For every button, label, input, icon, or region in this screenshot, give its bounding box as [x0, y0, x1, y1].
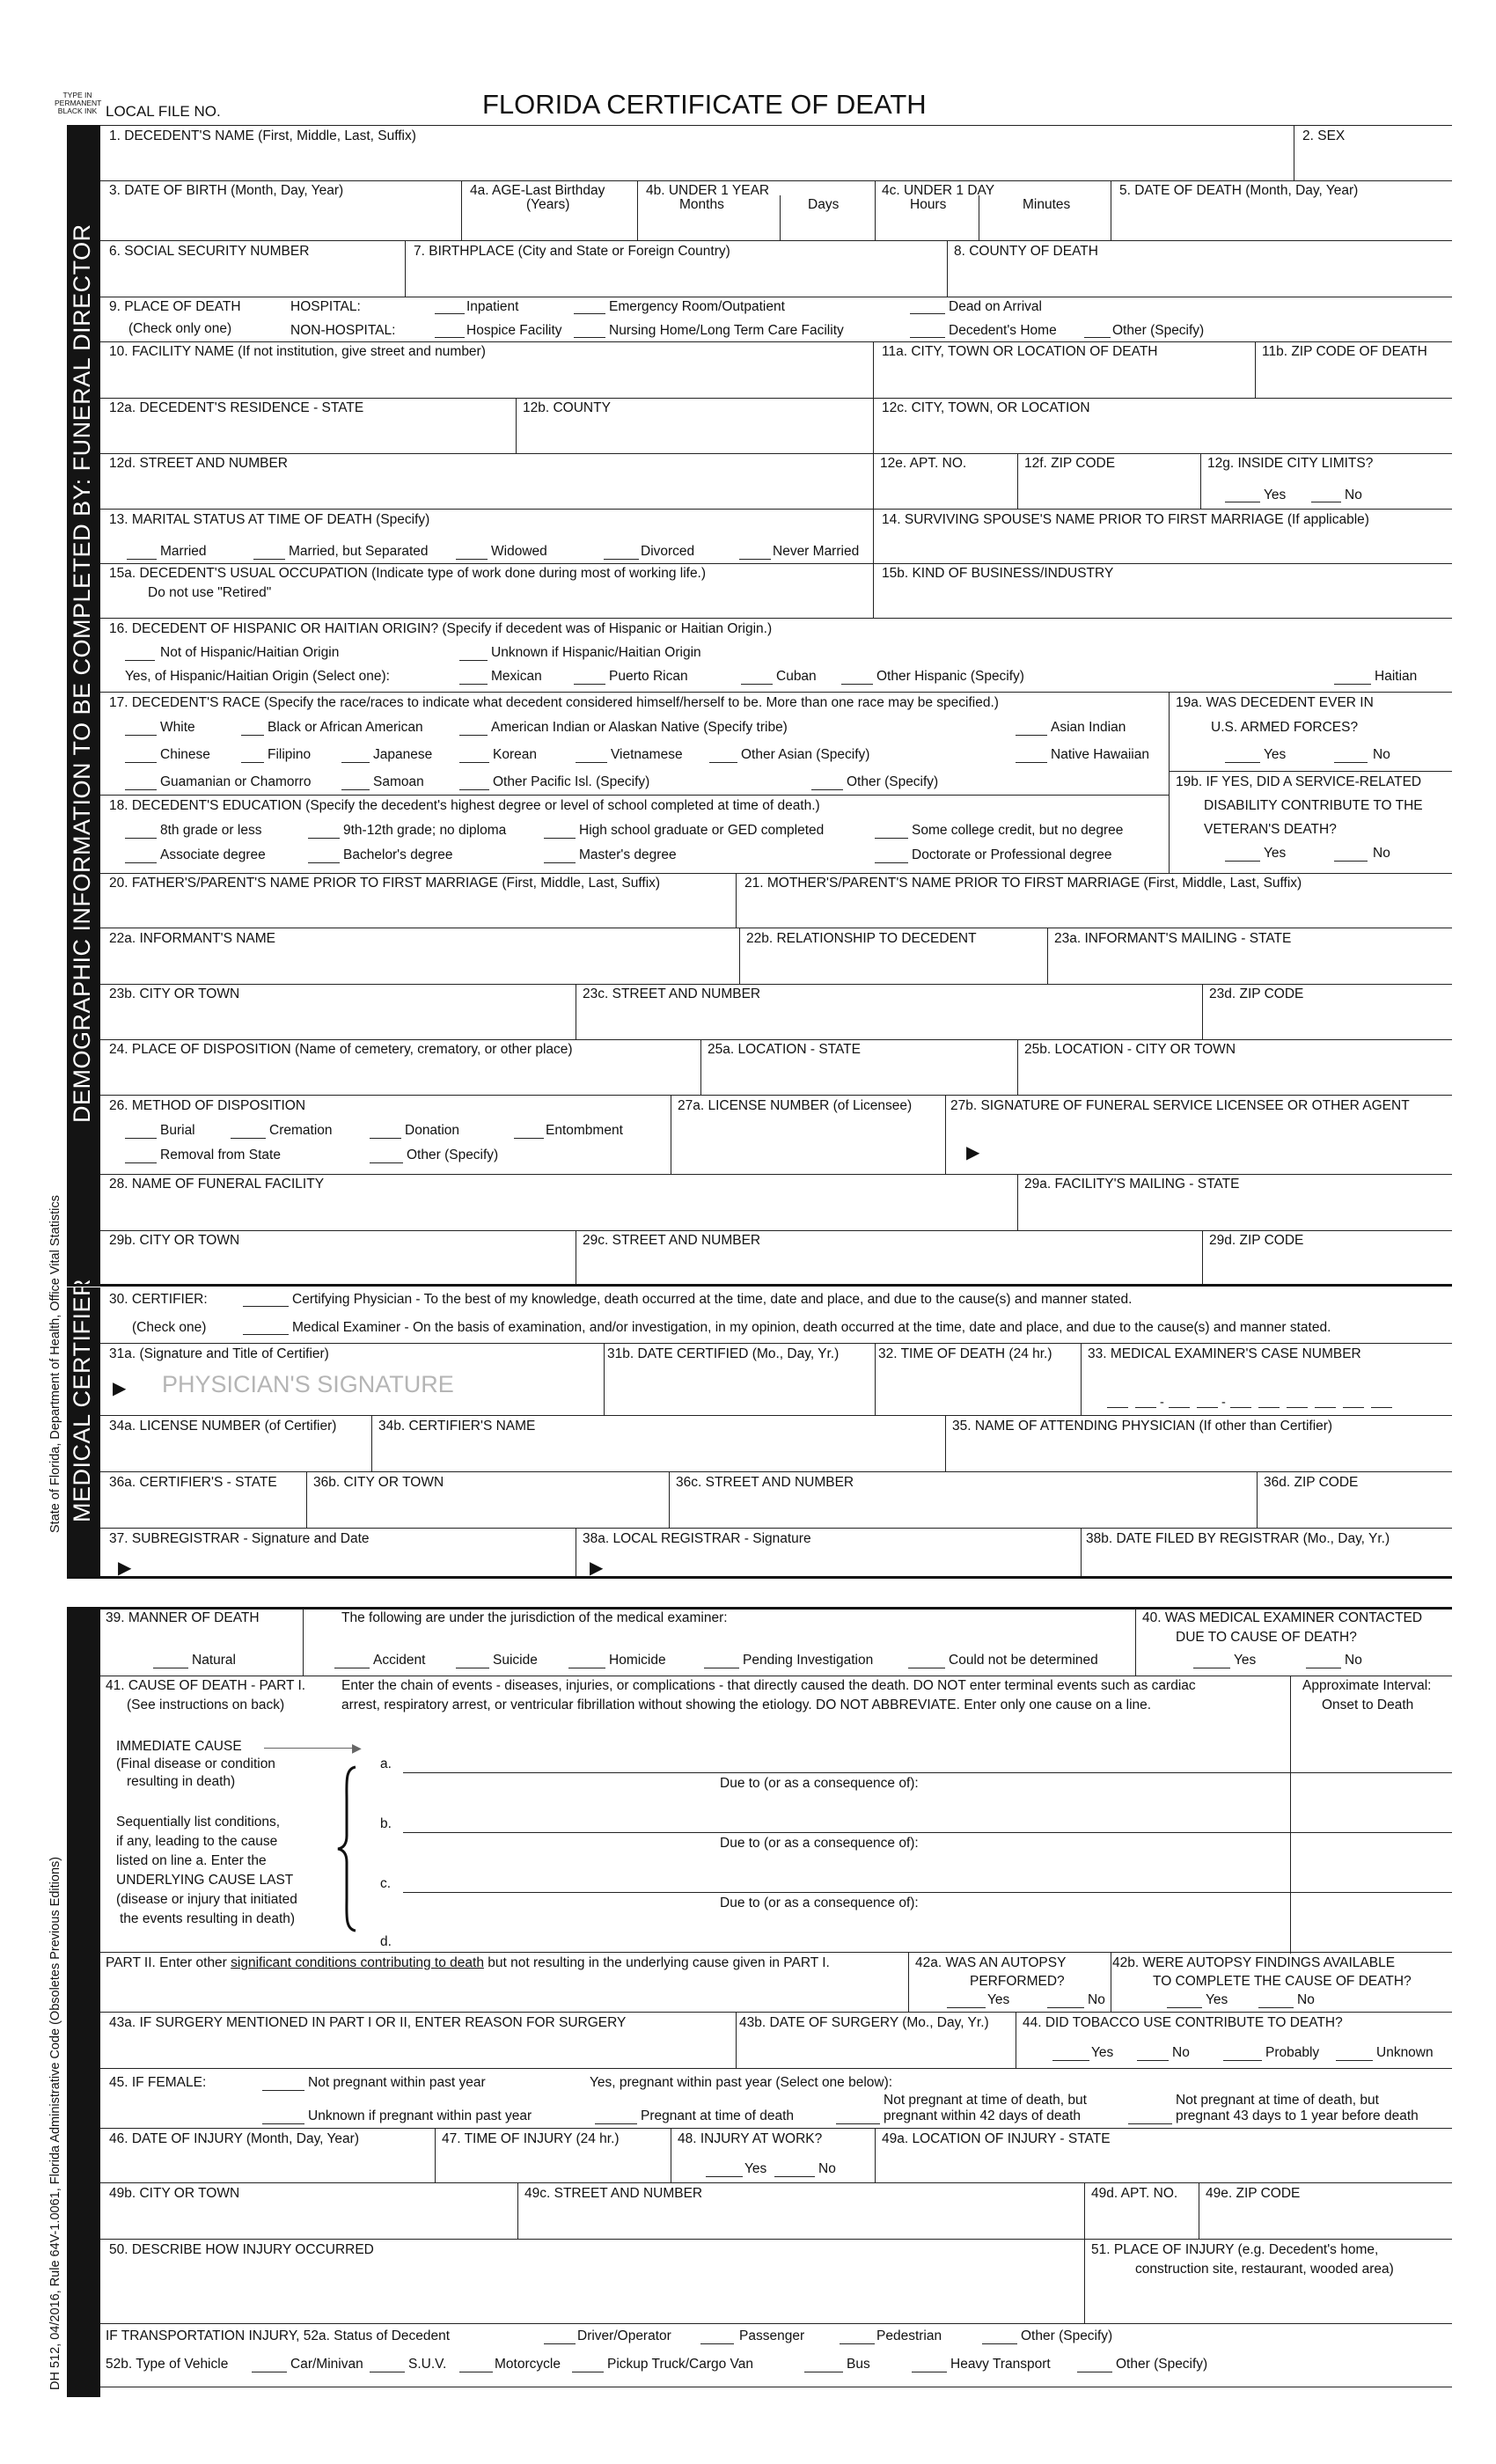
- field-31a-label: 31a. (Signature and Title of Certifier): [109, 1346, 329, 1361]
- field-24-label: 24. PLACE OF DISPOSITION (Name of cemetery, crematory, or other place): [109, 1042, 573, 1057]
- brace-icon: [336, 1765, 359, 1932]
- field-23c-label: 23c. STREET AND NUMBER: [583, 986, 761, 1001]
- field-16-pr: Puerto Rican: [609, 669, 688, 684]
- field-48-label: 48. INJURY AT WORK?: [678, 2131, 823, 2146]
- field-51-label: 51. PLACE OF INJURY (e.g. Decedent's home,: [1091, 2242, 1379, 2257]
- field-29c-label: 29c. STREET AND NUMBER: [583, 1233, 761, 1248]
- field-49a-label: 49a. LOCATION OF INJURY - STATE: [882, 2131, 1111, 2146]
- sequence-label-3: listed on line a. Enter the: [116, 1853, 267, 1868]
- immediate-cause-sub-1: (Final disease or condition: [116, 1756, 275, 1771]
- part-2-label: PART II. Enter other significant conditions contributing to death but not resulting in the underlying cause given in PART I.: [106, 1955, 830, 1970]
- preg-43-2: pregnant 43 days to 1 year before death: [1176, 2108, 1419, 2123]
- line-a-label: a.: [380, 1756, 392, 1771]
- manner-pending: Pending Investigation: [743, 1653, 874, 1668]
- field-41-label: 41. CAUSE OF DEATH - PART I.: [106, 1678, 306, 1693]
- vehicle-moto: Motorcycle: [495, 2357, 561, 2372]
- medical-side-title: MEDICAL CERTIFIER: [69, 1278, 95, 1522]
- field-4a-label: 4a. AGE-Last Birthday: [470, 183, 605, 198]
- field-44-label: 44. DID TOBACCO USE CONTRIBUTE TO DEATH?: [1023, 2015, 1343, 2030]
- field-52a-label: IF TRANSPORTATION INJURY, 52a. Status of Decedent: [106, 2328, 451, 2343]
- demographic-side-title: DEMOGRAPHIC INFORMATION TO BE COMPLETED BY: FUNERAL DIRECTOR: [69, 224, 95, 1123]
- field-4b-days: Days: [808, 197, 840, 212]
- field-36c-label: 36c. STREET AND NUMBER: [676, 1475, 854, 1490]
- field-4c-hours: Hours: [910, 197, 947, 212]
- sequence-label-5: (disease or injury that initiated: [116, 1892, 297, 1907]
- state-note: State of Florida, Department of Health, Office Vital Statistics: [48, 1195, 62, 1533]
- field-9-doa: Dead on Arrival: [949, 299, 1042, 314]
- disp-burial: Burial: [160, 1123, 195, 1138]
- immediate-cause-sub-2: resulting in death): [127, 1774, 236, 1789]
- field-38a-label: 38a. LOCAL REGISTRAR - Signature: [583, 1531, 811, 1546]
- field-47-label: 47. TIME OF INJURY (24 hr.): [442, 2131, 620, 2146]
- field-27a-label: 27a. LICENSE NUMBER (of Licensee): [678, 1098, 913, 1113]
- field-32-label: 32. TIME OF DEATH (24 hr.): [878, 1346, 1052, 1361]
- tobacco-yes: Yes: [1091, 2045, 1114, 2060]
- form-note: DH 512, 04/2016, Rule 64V-1.0061, Florida Administrative Code (Obsoletes Previous Editions): [48, 1856, 62, 2390]
- case-dash: -: [1221, 1396, 1226, 1410]
- field-4b-label: 4b. UNDER 1 YEAR: [646, 183, 770, 198]
- race-guam: Guamanian or Chamorro: [160, 774, 312, 789]
- field-9-hospice: Hospice Facility: [466, 323, 562, 338]
- field-8-label: 8. COUNTY OF DEATH: [954, 244, 1098, 259]
- field-36a-label: 36a. CERTIFIER'S - STATE: [109, 1475, 277, 1490]
- field-41-inst-2: arrest, respiratory arrest, or ventricular fibrillation without showing the etiology. DO NOT ABBREVIATE. Enter only one cause on a line.: [341, 1698, 1152, 1712]
- preg-yes: Yes, pregnant within past year (Select one below):: [590, 2075, 893, 2090]
- physician-signature-placeholder[interactable]: PHYSICIAN'S SIGNATURE: [162, 1371, 454, 1397]
- line-b-label: b.: [380, 1816, 392, 1831]
- preg-43-1: Not pregnant at time of death, but: [1176, 2093, 1379, 2108]
- disp-entombment: Entombment: [546, 1123, 623, 1138]
- field-16-not: Not of Hispanic/Haitian Origin: [160, 645, 340, 660]
- field-40-no: No: [1345, 1653, 1362, 1668]
- field-13-label: 13. MARITAL STATUS AT TIME OF DEATH (Specify): [109, 512, 430, 527]
- field-34b-label: 34b. CERTIFIER'S NAME: [378, 1419, 536, 1434]
- field-28-label: 28. NAME OF FUNERAL FACILITY: [109, 1177, 325, 1192]
- due-to-a: Due to (or as a consequence of):: [720, 1776, 919, 1791]
- field-42b-label: 42b. WERE AUTOPSY FINDINGS AVAILABLE: [1112, 1955, 1396, 1970]
- field-49c-label: 49c. STREET AND NUMBER: [524, 2186, 703, 2201]
- field-12c-label: 12c. CITY, TOWN, OR LOCATION: [882, 400, 1090, 415]
- race-other: Other (Specify): [847, 774, 939, 789]
- manner-undetermined: Could not be determined: [949, 1653, 1098, 1668]
- field-40-label: 40. WAS MEDICAL EXAMINER CONTACTED: [1142, 1610, 1423, 1625]
- field-50-label: 50. DESCRIBE HOW INJURY OCCURRED: [109, 2242, 374, 2257]
- page-title: FLORIDA CERTIFICATE OF DEATH: [482, 89, 927, 120]
- field-49e-label: 49e. ZIP CODE: [1206, 2186, 1301, 2201]
- manner-accident: Accident: [373, 1653, 426, 1668]
- field-30-me: Medical Examiner - On the basis of examination, and/or investigation, in my opinion, death occurred at the time, date and place, and due to the cause(s) and manner stated.: [292, 1320, 1331, 1335]
- field-13-married: Married: [160, 544, 207, 559]
- field-6-label: 6. SOCIAL SECURITY NUMBER: [109, 244, 310, 259]
- field-13-widowed: Widowed: [491, 544, 547, 559]
- field-21-label: 21. MOTHER'S/PARENT'S NAME PRIOR TO FIRST MARRIAGE (First, Middle, Last, Suffix): [744, 876, 1302, 891]
- preg-not: Not pregnant within past year: [308, 2075, 486, 2090]
- status-pedestrian: Pedestrian: [876, 2328, 942, 2343]
- field-12f-label: 12f. ZIP CODE: [1024, 456, 1116, 471]
- field-25a-label: 25a. LOCATION - STATE: [708, 1042, 861, 1057]
- field-12e-label: 12e. APT. NO.: [880, 456, 967, 471]
- local-file-label: LOCAL FILE NO.: [106, 103, 221, 120]
- field-16-unknown: Unknown if Hispanic/Haitian Origin: [491, 645, 701, 660]
- field-43a-label: 43a. IF SURGERY MENTIONED IN PART I OR II, ENTER REASON FOR SURGERY: [109, 2015, 627, 2030]
- preg-42-1: Not pregnant at time of death, but: [884, 2093, 1087, 2108]
- disp-other: Other (Specify): [407, 1148, 499, 1162]
- sequence-label-6: the events resulting in death): [120, 1911, 296, 1926]
- due-to-b: Due to (or as a consequence of):: [720, 1836, 919, 1851]
- field-23b-label: 23b. CITY OR TOWN: [109, 986, 240, 1001]
- field-5-label: 5. DATE OF DEATH (Month, Day, Year): [1119, 183, 1359, 198]
- field-38b-label: 38b. DATE FILED BY REGISTRAR (Mo., Day, Yr.): [1086, 1531, 1390, 1546]
- field-19a-label: 19a. WAS DECEDENT EVER IN: [1176, 695, 1374, 710]
- field-14-label: 14. SURVIVING SPOUSE'S NAME PRIOR TO FIRST MARRIAGE (If applicable): [882, 512, 1369, 527]
- manner-natural: Natural: [192, 1653, 236, 1668]
- field-16-mexican: Mexican: [491, 669, 542, 684]
- field-2-label: 2. SEX: [1302, 128, 1346, 143]
- race-other-asian: Other Asian (Specify): [741, 747, 870, 762]
- field-41-sub: (See instructions on back): [127, 1698, 285, 1712]
- field-3-label: 3. DATE OF BIRTH (Month, Day, Year): [109, 183, 344, 198]
- signature-arrow-icon: ▶: [113, 1379, 127, 1398]
- field-19a-label-2: U.S. ARMED FORCES?: [1211, 720, 1359, 735]
- field-42a-no: No: [1088, 1992, 1105, 2007]
- work-yes: Yes: [744, 2161, 767, 2176]
- field-15a-label: 15a. DECEDENT'S USUAL OCCUPATION (Indicate type of work done during most of working life.): [109, 566, 707, 581]
- field-22a-label: 22a. INFORMANT'S NAME: [109, 931, 275, 946]
- ink-note: TYPE IN PERMANENT BLACK INK: [55, 91, 102, 115]
- tobacco-no: No: [1172, 2045, 1190, 2060]
- race-native: American Indian or Alaskan Native (Specify tribe): [491, 720, 788, 735]
- field-9-check: (Check only one): [128, 321, 232, 336]
- race-korean: Korean: [493, 747, 537, 762]
- race-samoan: Samoan: [373, 774, 424, 789]
- field-19b-label-2: DISABILITY CONTRIBUTE TO THE: [1204, 798, 1423, 813]
- edu-8th: 8th grade or less: [160, 823, 262, 838]
- field-12g-label: 12g. INSIDE CITY LIMITS?: [1207, 456, 1374, 471]
- work-no: No: [818, 2161, 836, 2176]
- field-22b-label: 22b. RELATIONSHIP TO DECEDENT: [746, 931, 977, 946]
- field-9-hospital: HOSPITAL:: [290, 299, 361, 314]
- line-d-label: d.: [380, 1934, 392, 1949]
- cause-side-band: [67, 1609, 100, 2397]
- status-driver: Driver/Operator: [577, 2328, 671, 2343]
- field-33-label: 33. MEDICAL EXAMINER'S CASE NUMBER: [1088, 1346, 1361, 1361]
- field-12b-label: 12b. COUNTY: [523, 400, 611, 415]
- vehicle-car: Car/Minivan: [290, 2357, 363, 2372]
- field-16-haitian: Haitian: [1375, 669, 1418, 684]
- field-9-label: 9. PLACE OF DEATH: [109, 299, 241, 314]
- field-36b-label: 36b. CITY OR TOWN: [313, 1475, 444, 1490]
- field-9-nursing: Nursing Home/Long Term Care Facility: [609, 323, 844, 338]
- arrow-right-icon: ▶: [352, 1741, 362, 1755]
- field-13-never: Never Married: [773, 544, 860, 559]
- field-25b-label: 25b. LOCATION - CITY OR TOWN: [1024, 1042, 1236, 1057]
- edu-assoc: Associate degree: [160, 847, 266, 862]
- field-13-separated: Married, but Separated: [289, 544, 429, 559]
- field-15b-label: 15b. KIND OF BUSINESS/INDUSTRY: [882, 566, 1114, 581]
- edu-9th: 9th-12th grade; no diploma: [343, 823, 507, 838]
- field-42a-label-2: PERFORMED?: [970, 1974, 1065, 1989]
- field-4b-months: Months: [679, 197, 724, 212]
- field-46-label: 46. DATE OF INJURY (Month, Day, Year): [109, 2131, 359, 2146]
- sequence-label-2: if any, leading to the cause: [116, 1834, 278, 1849]
- field-30-phys: Certifying Physician - To the best of my knowledge, death occurred at the time, date and place, and due to the cause(s) and manner stated.: [292, 1292, 1133, 1307]
- vehicle-pickup: Pickup Truck/Cargo Van: [607, 2357, 753, 2372]
- interval-label-2: Onset to Death: [1322, 1698, 1414, 1712]
- field-16-label: 16. DECEDENT OF HISPANIC OR HAITIAN ORIGIN? (Specify if decedent was of Hispanic or Haitian Origin.): [109, 621, 773, 636]
- field-12a-label: 12a. DECEDENT'S RESIDENCE - STATE: [109, 400, 364, 415]
- edu-master: Master's degree: [579, 847, 677, 862]
- signature-arrow-icon: ▶: [118, 1558, 132, 1578]
- arrow-line: [264, 1748, 356, 1749]
- race-white: White: [160, 720, 195, 735]
- field-45-label: 45. IF FEMALE:: [109, 2075, 207, 2090]
- field-16-cuban: Cuban: [776, 669, 817, 684]
- vehicle-suv: S.U.V.: [408, 2357, 447, 2372]
- manner-homicide: Homicide: [609, 1653, 666, 1668]
- field-42b-no: No: [1297, 1992, 1315, 2007]
- field-11a-label: 11a. CITY, TOWN OR LOCATION OF DEATH: [882, 344, 1158, 359]
- field-51-label-2: construction site, restaurant, wooded area): [1135, 2262, 1394, 2277]
- due-to-c: Due to (or as a consequence of):: [720, 1896, 919, 1910]
- sequence-label-4: UNDERLYING CAUSE LAST: [116, 1873, 294, 1888]
- field-19b-label: 19b. IF YES, DID A SERVICE-RELATED: [1176, 774, 1422, 789]
- field-41-inst-1: Enter the chain of events - diseases, injuries, or complications - that directly caused the death. DO NOT enter terminal events such as cardiac: [341, 1678, 1196, 1693]
- field-9-nonhospital: NON-HOSPITAL:: [290, 323, 396, 338]
- field-17-label: 17. DECEDENT'S RACE (Specify the race/races to indicate what decedent considered himself/herself to be. More than one race may be specified.): [109, 695, 999, 710]
- field-1-label: 1. DECEDENT'S NAME (First, Middle, Last, Suffix): [109, 128, 416, 143]
- vehicle-heavy: Heavy Transport: [950, 2357, 1051, 2372]
- field-20-label: 20. FATHER'S/PARENT'S NAME PRIOR TO FIRST MARRIAGE (First, Middle, Last, Suffix): [109, 876, 661, 891]
- field-34a-label: 34a. LICENSE NUMBER (of Certifier): [109, 1419, 337, 1434]
- field-42b-yes: Yes: [1206, 1992, 1228, 2007]
- tobacco-unknown: Unknown: [1376, 2045, 1434, 2060]
- field-4c-label: 4c. UNDER 1 DAY: [882, 183, 995, 198]
- field-9-home: Decedent's Home: [949, 323, 1057, 338]
- field-42a-yes: Yes: [987, 1992, 1010, 2007]
- field-26-label: 26. METHOD OF DISPOSITION: [109, 1098, 306, 1113]
- status-other: Other (Specify): [1021, 2328, 1113, 2343]
- status-passenger: Passenger: [739, 2328, 805, 2343]
- field-19b-yes: Yes: [1264, 846, 1287, 861]
- field-4a-sub: (Years): [526, 197, 570, 212]
- field-9-er: Emergency Room/Outpatient: [609, 299, 785, 314]
- field-9-inpatient: Inpatient: [466, 299, 519, 314]
- field-23a-label: 23a. INFORMANT'S MAILING - STATE: [1054, 931, 1292, 946]
- field-16-other: Other Hispanic (Specify): [876, 669, 1024, 684]
- race-asian-indian: Asian Indian: [1051, 720, 1126, 735]
- field-4c-minutes: Minutes: [1023, 197, 1071, 212]
- preg-unknown: Unknown if pregnant within past year: [308, 2108, 532, 2123]
- field-19b-no: No: [1373, 846, 1390, 861]
- field-11b-label: 11b. ZIP CODE OF DEATH: [1262, 344, 1427, 359]
- preg-42-2: pregnant within 42 days of death: [884, 2108, 1082, 2123]
- edu-hs: High school graduate or GED completed: [579, 823, 825, 838]
- immediate-cause-label: IMMEDIATE CAUSE: [116, 1739, 242, 1754]
- disp-donation: Donation: [405, 1123, 460, 1138]
- edu-bach: Bachelor's degree: [343, 847, 453, 862]
- field-42a-label: 42a. WAS AN AUTOPSY: [915, 1955, 1067, 1970]
- field-40-label-2: DUE TO CAUSE OF DEATH?: [1176, 1630, 1357, 1645]
- field-10-label: 10. FACILITY NAME (If not institution, give street and number): [109, 344, 486, 359]
- field-13-divorced: Divorced: [641, 544, 695, 559]
- field-35-label: 35. NAME OF ATTENDING PHYSICIAN (If other than Certifier): [952, 1419, 1333, 1434]
- race-black: Black or African American: [268, 720, 423, 735]
- field-30-label: 30. CERTIFIER:: [109, 1292, 208, 1307]
- field-9-other: Other (Specify): [1112, 323, 1205, 338]
- field-36d-label: 36d. ZIP CODE: [1264, 1475, 1359, 1490]
- interval-label: Approximate Interval:: [1302, 1678, 1432, 1693]
- signature-arrow-icon: ▶: [966, 1143, 980, 1162]
- field-29a-label: 29a. FACILITY'S MAILING - STATE: [1024, 1177, 1240, 1192]
- field-39-note: The following are under the jurisdiction of the medical examiner:: [341, 1610, 728, 1625]
- field-12d-label: 12d. STREET AND NUMBER: [109, 456, 288, 471]
- race-vietnamese: Vietnamese: [611, 747, 683, 762]
- field-18-label: 18. DECEDENT'S EDUCATION (Specify the decedent's highest degree or level of school completed at time of death.): [109, 798, 820, 813]
- field-12g-yes: Yes: [1264, 488, 1287, 502]
- disp-cremation: Cremation: [269, 1123, 333, 1138]
- field-29d-label: 29d. ZIP CODE: [1209, 1233, 1304, 1248]
- manner-suicide: Suicide: [493, 1653, 538, 1668]
- sequence-label-1: Sequentially list conditions,: [116, 1815, 281, 1830]
- field-16-yes: Yes, of Hispanic/Haitian Origin (Select one):: [125, 669, 390, 684]
- field-15a-sub: Do not use "Retired": [148, 585, 272, 600]
- field-19b-label-3: VETERAN'S DEATH?: [1204, 822, 1337, 837]
- field-40-yes: Yes: [1234, 1653, 1257, 1668]
- disp-removal: Removal from State: [160, 1148, 281, 1162]
- edu-doctor: Doctorate or Professional degree: [912, 847, 1112, 862]
- field-29b-label: 29b. CITY OR TOWN: [109, 1233, 240, 1248]
- field-12g-no: No: [1345, 488, 1362, 502]
- field-43b-label: 43b. DATE OF SURGERY (Mo., Day, Yr.): [739, 2015, 989, 2030]
- field-42b-label-2: TO COMPLETE THE CAUSE OF DEATH?: [1153, 1974, 1412, 1989]
- field-30-check: (Check one): [132, 1320, 207, 1335]
- race-pacific: Other Pacific Isl. (Specify): [493, 774, 650, 789]
- field-39-label: 39. MANNER OF DEATH: [106, 1610, 260, 1625]
- field-27b-label: 27b. SIGNATURE OF FUNERAL SERVICE LICENSEE OR OTHER AGENT: [950, 1098, 1410, 1113]
- preg-at-time: Pregnant at time of death: [641, 2108, 795, 2123]
- field-49d-label: 49d. APT. NO.: [1091, 2186, 1178, 2201]
- field-37-label: 37. SUBREGISTRAR - Signature and Date: [109, 1531, 370, 1546]
- race-hawaiian: Native Hawaiian: [1051, 747, 1149, 762]
- case-dash: -: [1160, 1396, 1164, 1410]
- race-chinese: Chinese: [160, 747, 210, 762]
- field-52b-label: 52b. Type of Vehicle: [106, 2357, 229, 2372]
- field-19a-yes: Yes: [1264, 747, 1287, 762]
- vehicle-other: Other (Specify): [1116, 2357, 1208, 2372]
- race-japanese: Japanese: [373, 747, 433, 762]
- field-23d-label: 23d. ZIP CODE: [1209, 986, 1304, 1001]
- field-19a-no: No: [1373, 747, 1390, 762]
- edu-college: Some college credit, but no degree: [912, 823, 1124, 838]
- field-31b-label: 31b. DATE CERTIFIED (Mo., Day, Yr.): [607, 1346, 840, 1361]
- race-filipino: Filipino: [268, 747, 312, 762]
- field-7-label: 7. BIRTHPLACE (City and State or Foreign Country): [414, 244, 730, 259]
- field-49b-label: 49b. CITY OR TOWN: [109, 2186, 240, 2201]
- vehicle-bus: Bus: [847, 2357, 870, 2372]
- signature-arrow-icon: ▶: [590, 1558, 604, 1578]
- tobacco-probably: Probably: [1265, 2045, 1320, 2060]
- line-c-label: c.: [380, 1876, 392, 1891]
